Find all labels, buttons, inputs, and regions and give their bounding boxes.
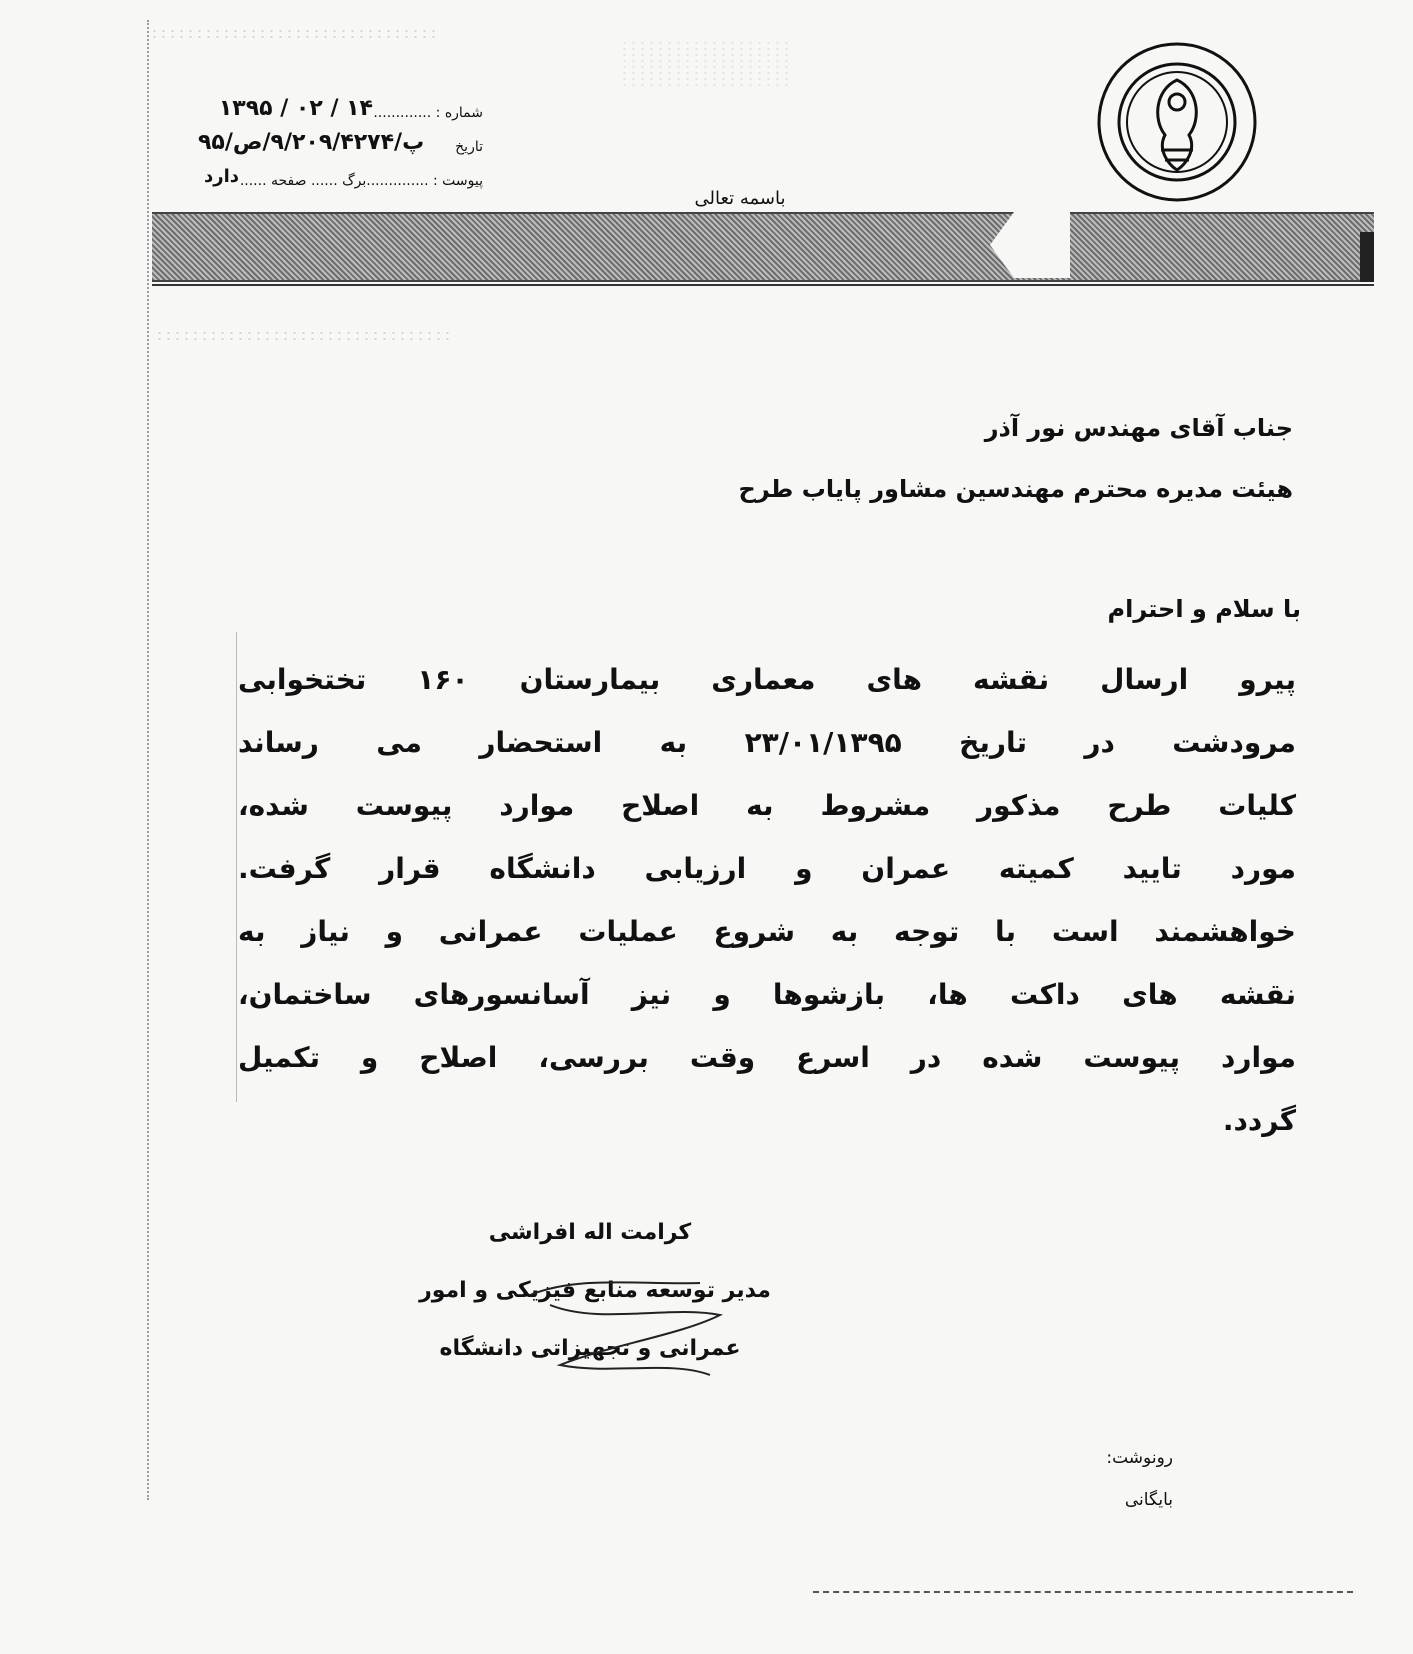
number-value: ۹۵/پ/۹/۲۰۹/۴۲۷۴/ص [198,130,425,155]
header-values [198,92,425,194]
footer-rule [813,1591,1353,1593]
cc-label: رونوشت: [1106,1448,1173,1468]
scan-noise-top2 [620,40,790,90]
signer-title-line-1: مدیر توسعه منابع فیزیکی و امور [419,1278,771,1303]
body-line: مورد تایید کمیته عمران و ارزیابی دانشگاه قرار گرفت. [238,852,1296,885]
signer-name: کرامت اله افراشی [488,1220,692,1245]
body-line: گردد. [1222,1104,1296,1137]
scan-noise-top [150,28,440,42]
body-line: موارد پیوست شده در اسرع وقت بررسی، اصلاح و تکمیل [238,1041,1296,1074]
scan-noise-mid [155,330,455,344]
cc-item: بایگانی [1124,1490,1173,1510]
letter-body [238,648,1296,1152]
attachment-label: پیوست : ..............برگ ...... صفحه ...... [239,173,483,189]
addressee-line-2: هیئت مدیره محترم مهندسین مشاور پایاب طرح [738,475,1293,503]
university-seal-logo [1095,40,1260,205]
body-line: نقشه های داکت ها، بازشوها و نیز آسانسورهای ساختمان، [238,978,1296,1011]
body-line: مرودشت در تاریخ ۲۳/۰۱/۱۳۹۵ به استحضار می رساند [238,726,1296,759]
number-label: شماره : ............. [373,105,483,121]
attachment-value: دارد [204,166,240,187]
margin-rule [236,632,237,1102]
header-band-end [1360,232,1374,282]
handwritten-signature [520,1265,740,1395]
header-band [152,212,1374,282]
date-label: تاریخ [455,139,483,155]
body-line: پیرو ارسال نقشه های معماری بیمارستان ۱۶۰ تختخوابی [238,663,1296,696]
signer-title-line-2: عمرانی و تجهیزاتی دانشگاه [439,1336,741,1361]
greeting: با سلام و احترام [1107,595,1301,623]
scan-edge-left [147,20,149,1500]
header-rule [152,284,1374,286]
body-line: خواهشمند است با توجه به شروع عملیات عمرانی و نیاز به [238,915,1296,948]
body-line: کلیات طرح مذکور مشروط به اصلاح موارد پیوست شده، [238,789,1296,822]
addressee-line-1: جناب آقای مهندس نور آذر [984,414,1293,442]
bismillah: باسمه تعالی [694,188,786,209]
date-value: ۱۳۹۵ / ۰۲ / ۱۴ [218,96,373,121]
